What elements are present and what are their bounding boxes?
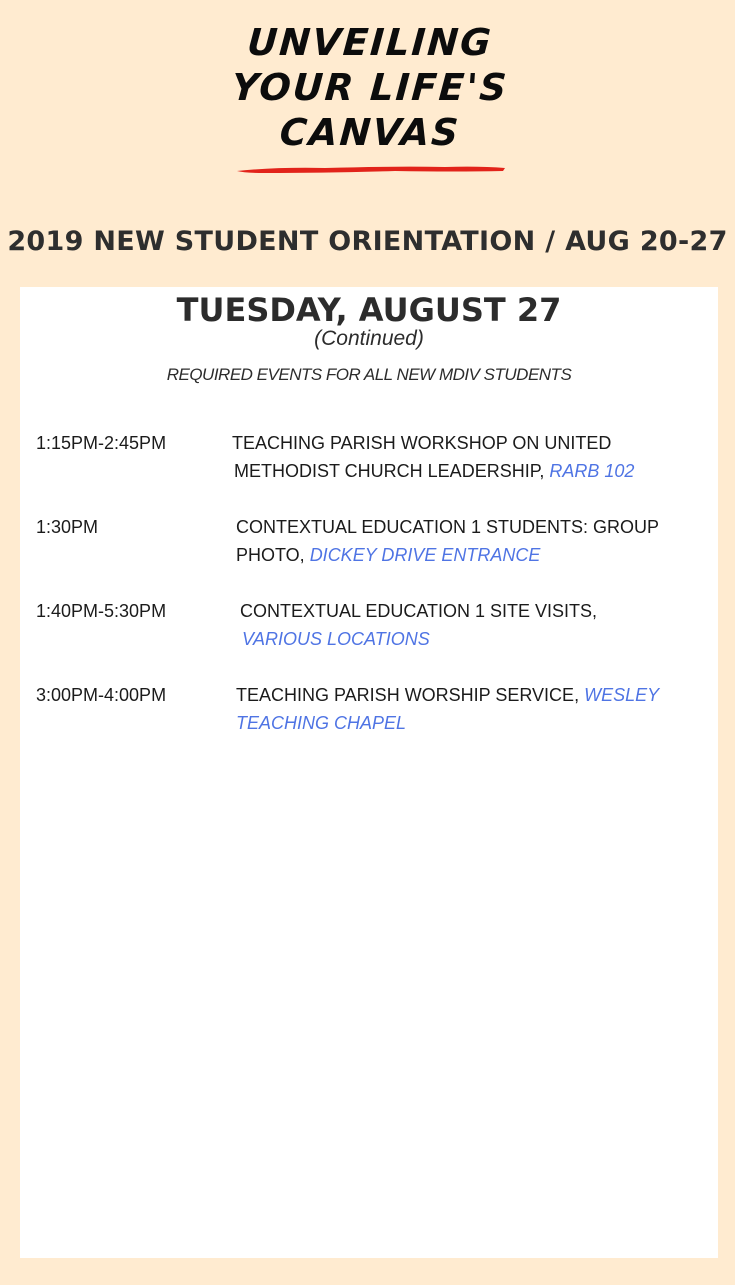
event-location: VARIOUS LOCATIONS bbox=[242, 629, 430, 649]
orientation-subtitle: 2019 NEW STUDENT ORIENTATION / AUG 20-27 bbox=[7, 226, 728, 257]
event-title: CONTEXTUAL EDUCATION 1 STUDENTS: GROUP PHOTO, bbox=[236, 517, 659, 565]
event-description bbox=[234, 429, 694, 485]
event-title: CONTEXTUAL EDUCATION 1 SITE VISITS, bbox=[240, 601, 598, 621]
event-time: 1:40PM-5:30PM bbox=[36, 601, 167, 621]
continued-label: (Continued) bbox=[314, 327, 424, 350]
event-description bbox=[236, 681, 706, 737]
event-title: TEACHING PARISH WORSHIP SERVICE, bbox=[236, 685, 585, 705]
title-line-3: CANVAS bbox=[278, 111, 462, 154]
title-line-1: UNVEILING bbox=[245, 21, 495, 64]
title-line-2: YOUR LIFE'S bbox=[230, 66, 510, 109]
event-time: 1:15PM-2:45PM bbox=[36, 433, 167, 453]
event-location: DICKEY DRIVE ENTRANCE bbox=[309, 545, 541, 565]
day-title: TUESDAY, AUGUST 27 bbox=[176, 291, 562, 329]
event-time: 3:00PM-4:00PM bbox=[36, 685, 167, 705]
schedule-panel bbox=[20, 287, 718, 1258]
brush-stroke-underline bbox=[235, 163, 507, 175]
event-location: RARB 102 bbox=[549, 461, 635, 481]
event-description bbox=[236, 513, 696, 569]
main-title bbox=[200, 20, 540, 155]
event-location: WESLEY TEACHING CHAPEL bbox=[236, 685, 659, 733]
event-title: TEACHING PARISH WORKSHOP ON UNITED METHODIST CHURCH LEADERSHIP, bbox=[232, 433, 612, 481]
required-note: REQUIRED EVENTS FOR ALL NEW MDIV STUDENTS bbox=[166, 365, 572, 384]
event-description bbox=[240, 597, 680, 653]
event-time: 1:30PM bbox=[36, 517, 99, 537]
